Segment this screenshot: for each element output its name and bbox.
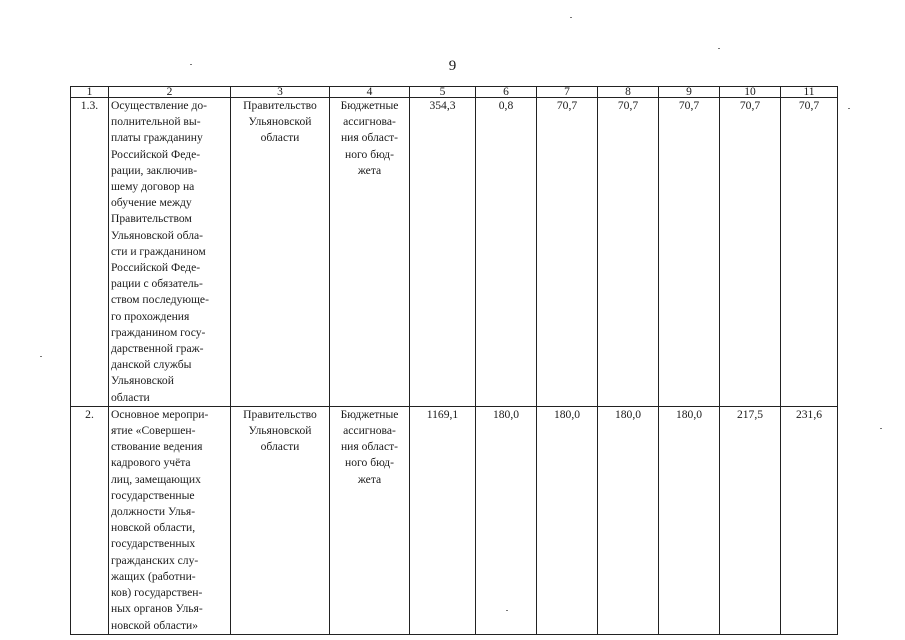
value-cell: 231,6 [781, 406, 838, 634]
funding-source: Бюджетные ассигнова- ния област- ного бюд- жета [330, 406, 410, 634]
value-cell: 70,7 [781, 98, 838, 407]
value-cell: 70,7 [537, 98, 598, 407]
scan-speck [848, 108, 850, 109]
funding-source: Бюджетные ассигнова- ния област- ного бюд- жета [330, 98, 410, 407]
column-header: 3 [231, 87, 330, 98]
table-header-row [71, 87, 838, 98]
value-cell: 180,0 [476, 406, 537, 634]
column-header: 7 [537, 87, 598, 98]
scan-speck [506, 610, 508, 611]
column-header: 10 [720, 87, 781, 98]
column-header: 4 [330, 87, 410, 98]
value-cell: 1169,1 [410, 406, 476, 634]
column-header: 5 [410, 87, 476, 98]
budget-table [70, 86, 838, 635]
value-cell: 354,3 [410, 98, 476, 407]
value-cell: 70,7 [598, 98, 659, 407]
row-number: 1.3. [71, 98, 109, 407]
scan-speck [880, 428, 882, 429]
scan-speck [718, 48, 720, 49]
column-header: 1 [71, 87, 109, 98]
value-cell: 180,0 [598, 406, 659, 634]
activity-name: Осуществление до- полнительной вы- платы гражданину Российской Феде- рации, заключив- шему договор на обучение между Правительством Ульяновской обла- сти и гражданином Российской Феде- рации с обязатель- ством последующе- го прохождения гражданином госу- дарственной граж- данской службы Ульяновской области [109, 98, 231, 407]
column-header: 11 [781, 87, 838, 98]
value-cell: 70,7 [720, 98, 781, 407]
activity-name: Основное меропри- ятие «Совершен- ствование ведения кадрового учёта лиц, замещающих государственные должности Улья- новской области, государственных гражданских слу- жащих (работни- ков) государствен- ных органов Улья- новской области» [109, 406, 231, 634]
column-header: 8 [598, 87, 659, 98]
row-number: 2. [71, 406, 109, 634]
table-row [71, 406, 838, 634]
value-cell: 180,0 [659, 406, 720, 634]
executor: Правительство Ульяновской области [231, 98, 330, 407]
column-header: 6 [476, 87, 537, 98]
value-cell: 180,0 [537, 406, 598, 634]
page-number: 9 [448, 58, 457, 74]
value-cell: 217,5 [720, 406, 781, 634]
scan-speck [570, 17, 572, 18]
scan-speck [40, 356, 42, 357]
table-row [71, 98, 838, 407]
column-header: 2 [109, 87, 231, 98]
scan-speck [190, 64, 192, 65]
column-header: 9 [659, 87, 720, 98]
executor: Правительство Ульяновской области [231, 406, 330, 634]
value-cell: 0,8 [476, 98, 537, 407]
value-cell: 70,7 [659, 98, 720, 407]
